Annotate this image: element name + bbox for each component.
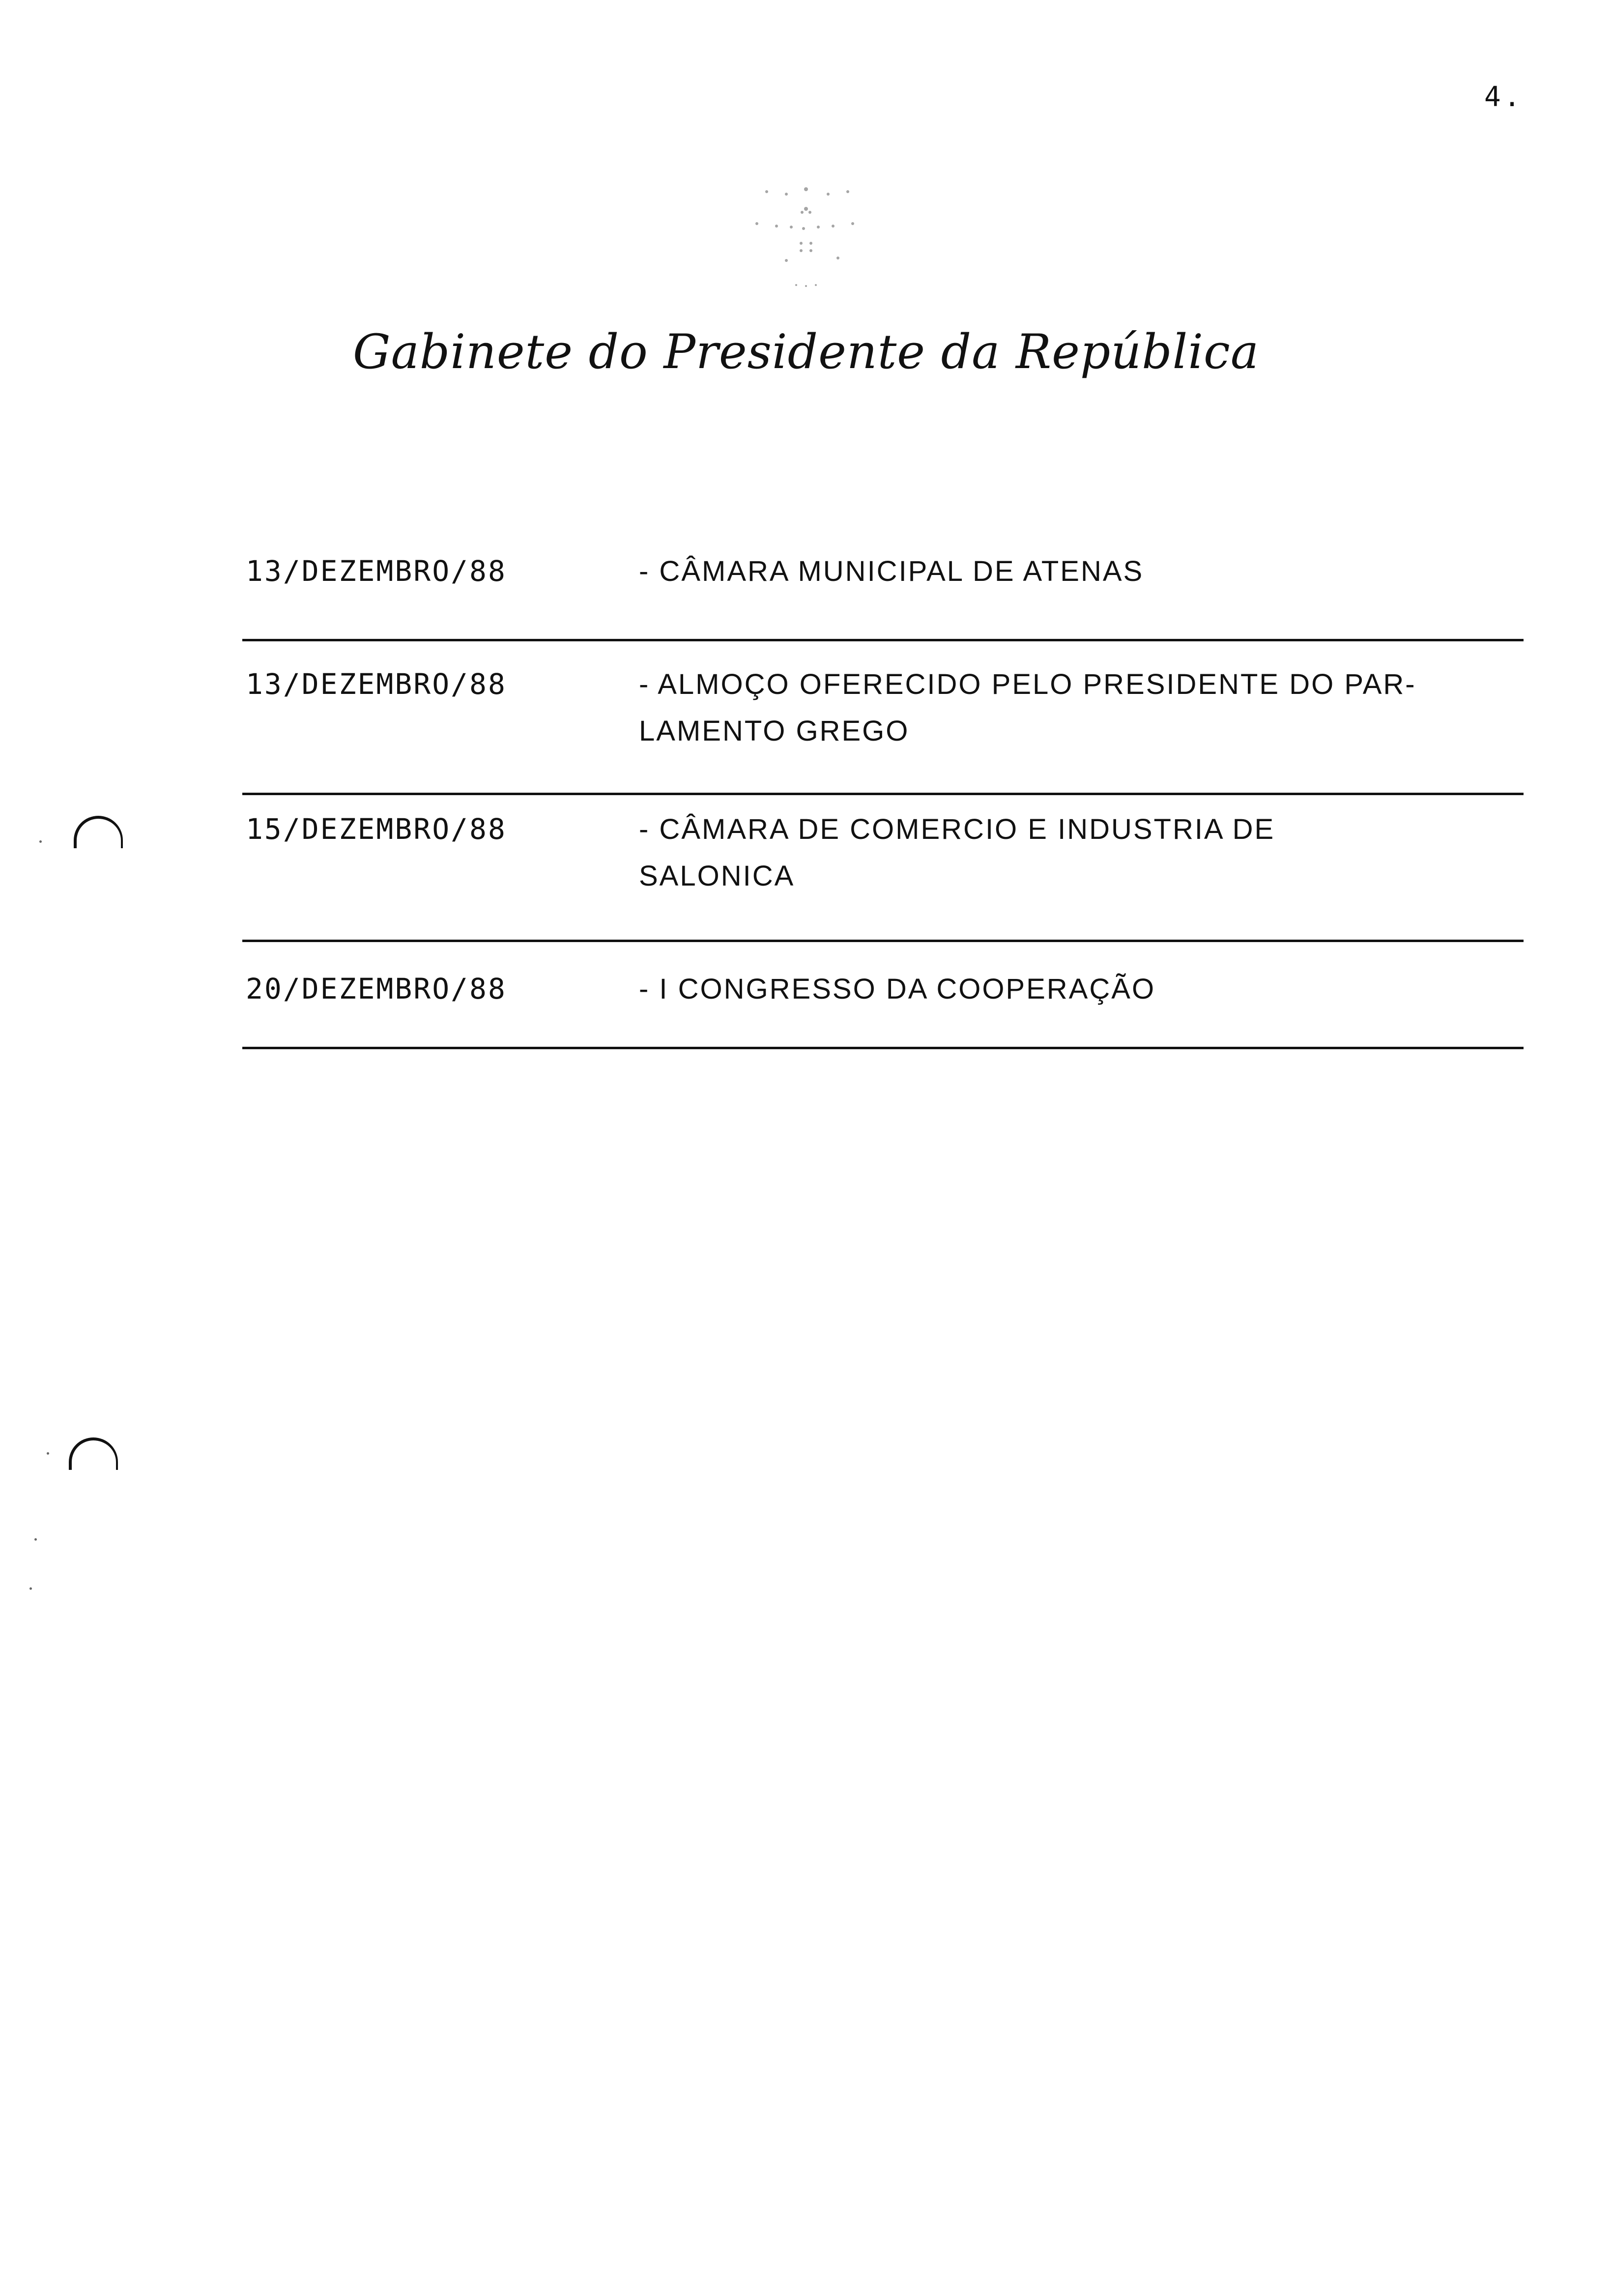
scan-speck <box>34 1538 37 1541</box>
entry-event: - I CONGRESSO DA COOPERAÇÃO <box>639 973 1156 1005</box>
row-divider <box>242 940 1524 942</box>
coat-of-arms-icon <box>737 182 875 295</box>
scan-speck <box>29 1587 32 1590</box>
letterhead-title: Gabinete do Presidente da República <box>352 324 1260 379</box>
punch-hole-mark <box>74 816 123 848</box>
entry-date: 20/DEZEMBRO/88 <box>246 972 507 1005</box>
page-number: 4. <box>1484 81 1524 113</box>
scan-speck <box>47 1452 49 1455</box>
entry-date: 13/DEZEMBRO/88 <box>246 554 507 588</box>
entry-event: - ALMOÇO OFERECIDO PELO PRESIDENTE DO PAR- LAMENTO GREGO <box>639 668 1416 747</box>
entry-event: - CÂMARA MUNICIPAL DE ATENAS <box>639 555 1144 587</box>
punch-hole-mark <box>69 1437 118 1470</box>
entry-date: 13/DEZEMBRO/88 <box>246 667 507 701</box>
entry-date: 15/DEZEMBRO/88 <box>246 812 507 846</box>
row-divider <box>242 639 1524 641</box>
entry-event: - CÂMARA DE COMERCIO E INDUSTRIA DE SALONICA <box>639 813 1275 892</box>
row-divider <box>242 1047 1524 1049</box>
scan-speck <box>39 840 42 843</box>
row-divider <box>242 793 1524 795</box>
